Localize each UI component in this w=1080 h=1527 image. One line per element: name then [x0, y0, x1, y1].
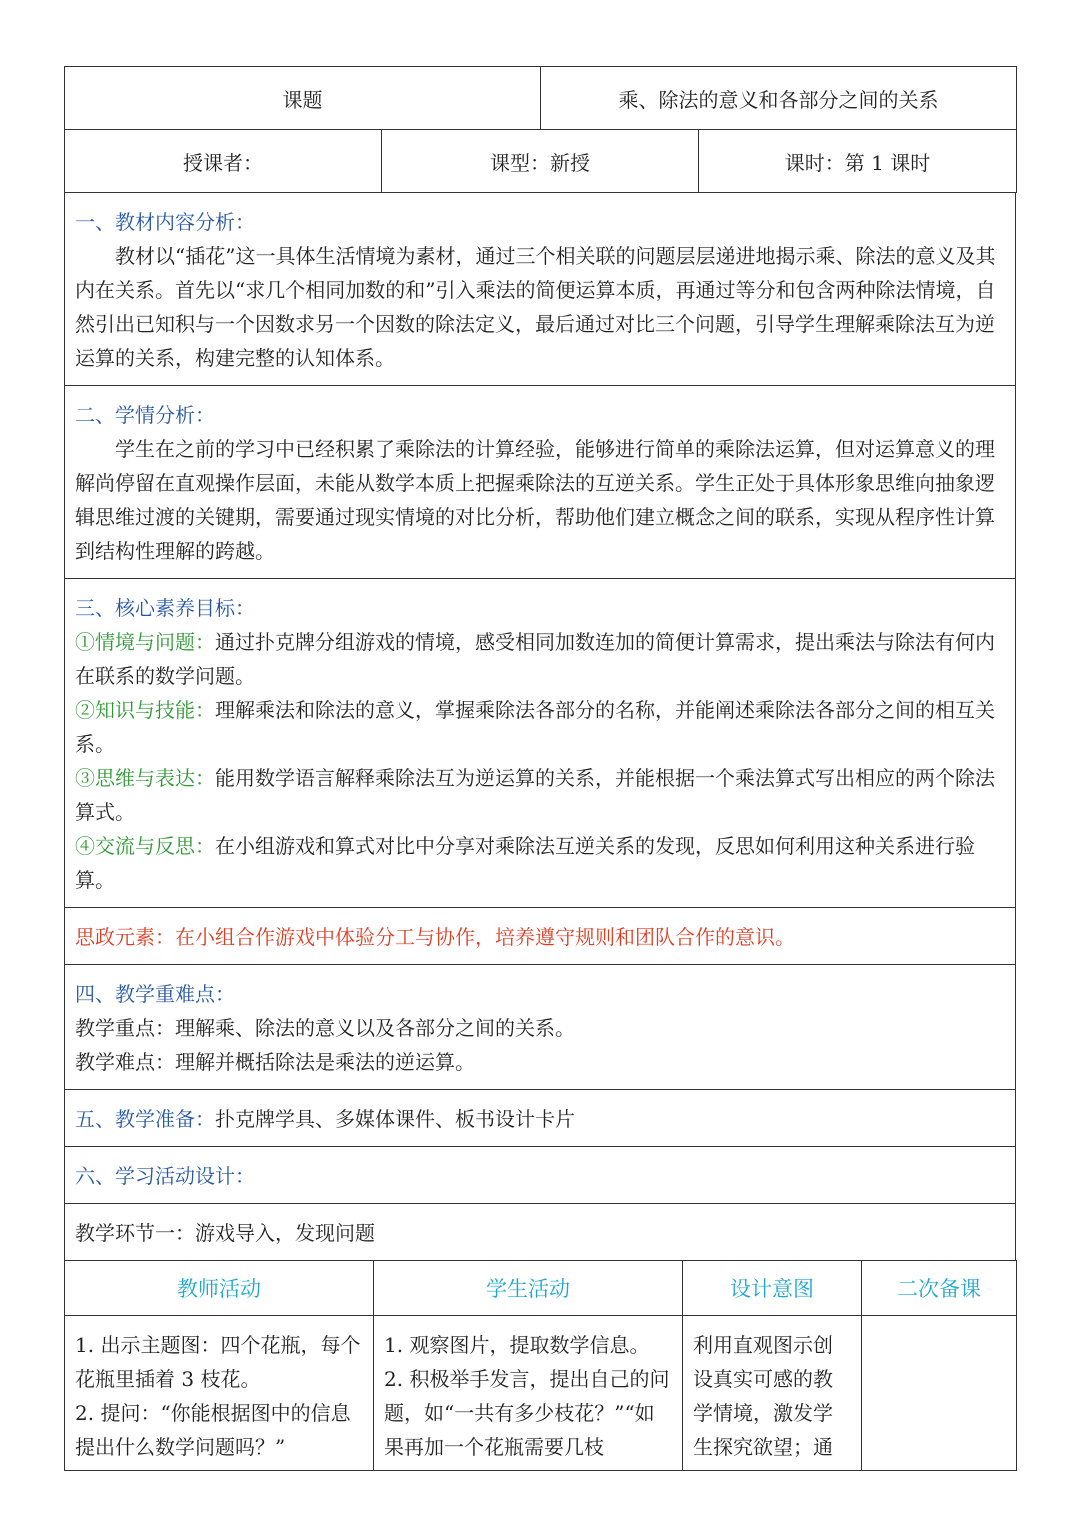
- lesson-period: 课时：第 1 课时: [699, 130, 1017, 193]
- col-header-intent: 设计意图: [683, 1261, 862, 1316]
- header-table-row2: [64, 129, 1017, 193]
- second-prep-cell: [862, 1316, 1017, 1471]
- section-stage1: [65, 1204, 1016, 1261]
- lesson-plan: [64, 66, 1016, 1471]
- section6-heading: 六、学习活动设计：: [75, 1164, 255, 1188]
- section2-heading: 二、学情分析：: [75, 403, 215, 427]
- section-ideology: [65, 908, 1016, 965]
- section-preparation: [65, 1090, 1016, 1147]
- student-step: 1. 观察图片，提取数学信息。: [384, 1333, 650, 1357]
- goal-text: 在小组游戏和算式对比中分享对乘除法互逆关系的发现，反思如何利用这种关系进行验算。: [75, 834, 975, 892]
- stage1-title: 教学环节一：游戏导入，发现问题: [75, 1221, 375, 1245]
- goal-item: [75, 625, 1005, 693]
- goal-item: [75, 761, 1005, 829]
- teacher-label: 授课者：: [65, 130, 382, 193]
- sections-table: [64, 192, 1016, 1261]
- teacher-step: 1. 出示主题图：四个花瓶，每个花瓶里插着 3 枝花。: [75, 1333, 361, 1391]
- key-point: 教学重点：理解乘、除法的意义以及各部分之间的关系。: [75, 1016, 575, 1040]
- topic-label: 课题: [65, 67, 541, 130]
- goal-label: ②知识与技能：: [75, 698, 215, 722]
- goal-label: ③思维与表达：: [75, 766, 215, 790]
- ideology-line: [75, 920, 1005, 954]
- section-key-points: [65, 965, 1016, 1090]
- section1-heading: 一、教材内容分析：: [75, 210, 255, 234]
- section-core-goals: [65, 579, 1016, 908]
- goal-label: ④交流与反思：: [75, 834, 215, 858]
- design-intent-cell: [683, 1316, 862, 1471]
- teacher-activity-cell: [65, 1316, 374, 1471]
- col-header-second: 二次备课: [862, 1261, 1017, 1316]
- ideology-text: 在小组合作游戏中体验分工与协作，培养遵守规则和团队合作的意识。: [175, 925, 795, 949]
- preparation-text: 扑克牌学具、多媒体课件、板书设计卡片: [215, 1107, 575, 1131]
- section3-heading: 三、核心素养目标：: [75, 596, 255, 620]
- student-step: 2. 积极举手发言，提出自己的问题，如“一共有多少枝花？”“如果再加一个花瓶需要几枝: [384, 1367, 670, 1459]
- goal-label: ①情境与问题：: [75, 630, 215, 654]
- header-table-row1: [64, 66, 1017, 130]
- goal-item: [75, 829, 1005, 897]
- goal-item: [75, 693, 1005, 761]
- col-header-teacher: 教师活动: [65, 1261, 374, 1316]
- section-activity-design: [65, 1147, 1016, 1204]
- section-student-analysis: [65, 386, 1016, 579]
- goal-text: 通过扑克牌分组游戏的情境，感受相同加数连加的简便计算需求，提出乘法与除法有何内在联系的数学问题。: [75, 630, 995, 688]
- section1-body: 教材以“插花”这一具体生活情境为素材，通过三个相关联的问题层层递进地揭示乘、除法的意义及其内在关系。首先以“求几个相同加数的和”引入乘法的简便运算本质，再通过等分和包含两种除法情境，自然引出已知积与一个因数求另一个因数的除法定义，最后通过对比三个问题，引导学生理解乘除法互为逆运算的关系，构建完整的认知体系。: [75, 244, 996, 370]
- difficult-point: 教学难点：理解并概括除法是乘法的逆运算。: [75, 1050, 475, 1074]
- section4-heading: 四、教学重难点：: [75, 982, 235, 1006]
- section-material-analysis: [65, 193, 1016, 386]
- activity-table: [64, 1260, 1017, 1471]
- col-header-student: 学生活动: [374, 1261, 683, 1316]
- lesson-type: 课型：新授: [382, 130, 699, 193]
- section2-body: 学生在之前的学习中已经积累了乘除法的计算经验，能够进行简单的乘除法运算，但对运算意义的理解尚停留在直观操作层面，未能从数学本质上把握乘除法的互逆关系。学生正处于具体形象思维向抽象逻辑思维过渡的关键期，需要通过现实情境的对比分析，帮助他们建立概念之间的联系，实现从程序性计算到结构性理解的跨越。: [75, 437, 995, 563]
- student-activity-cell: [374, 1316, 683, 1471]
- teacher-step: 2. 提问：“你能根据图中的信息提出什么数学问题吗？”: [75, 1401, 351, 1459]
- topic-value: 乘、除法的意义和各部分之间的关系: [541, 67, 1017, 130]
- goal-text: 理解乘法和除法的意义，掌握乘除法各部分的名称，并能阐述乘除法各部分之间的相互关系。: [75, 698, 995, 756]
- goal-text: 能用数学语言解释乘除法互为逆运算的关系，并能根据一个乘法算式写出相应的两个除法算式。: [75, 766, 995, 824]
- section5-heading: 五、教学准备：: [75, 1107, 215, 1131]
- preparation-line: [75, 1102, 1005, 1136]
- design-intent: 利用直观图示创设真实可感的教学情境，激发学生探究欲望；通: [693, 1333, 833, 1459]
- ideology-label: 思政元素：: [75, 925, 175, 949]
